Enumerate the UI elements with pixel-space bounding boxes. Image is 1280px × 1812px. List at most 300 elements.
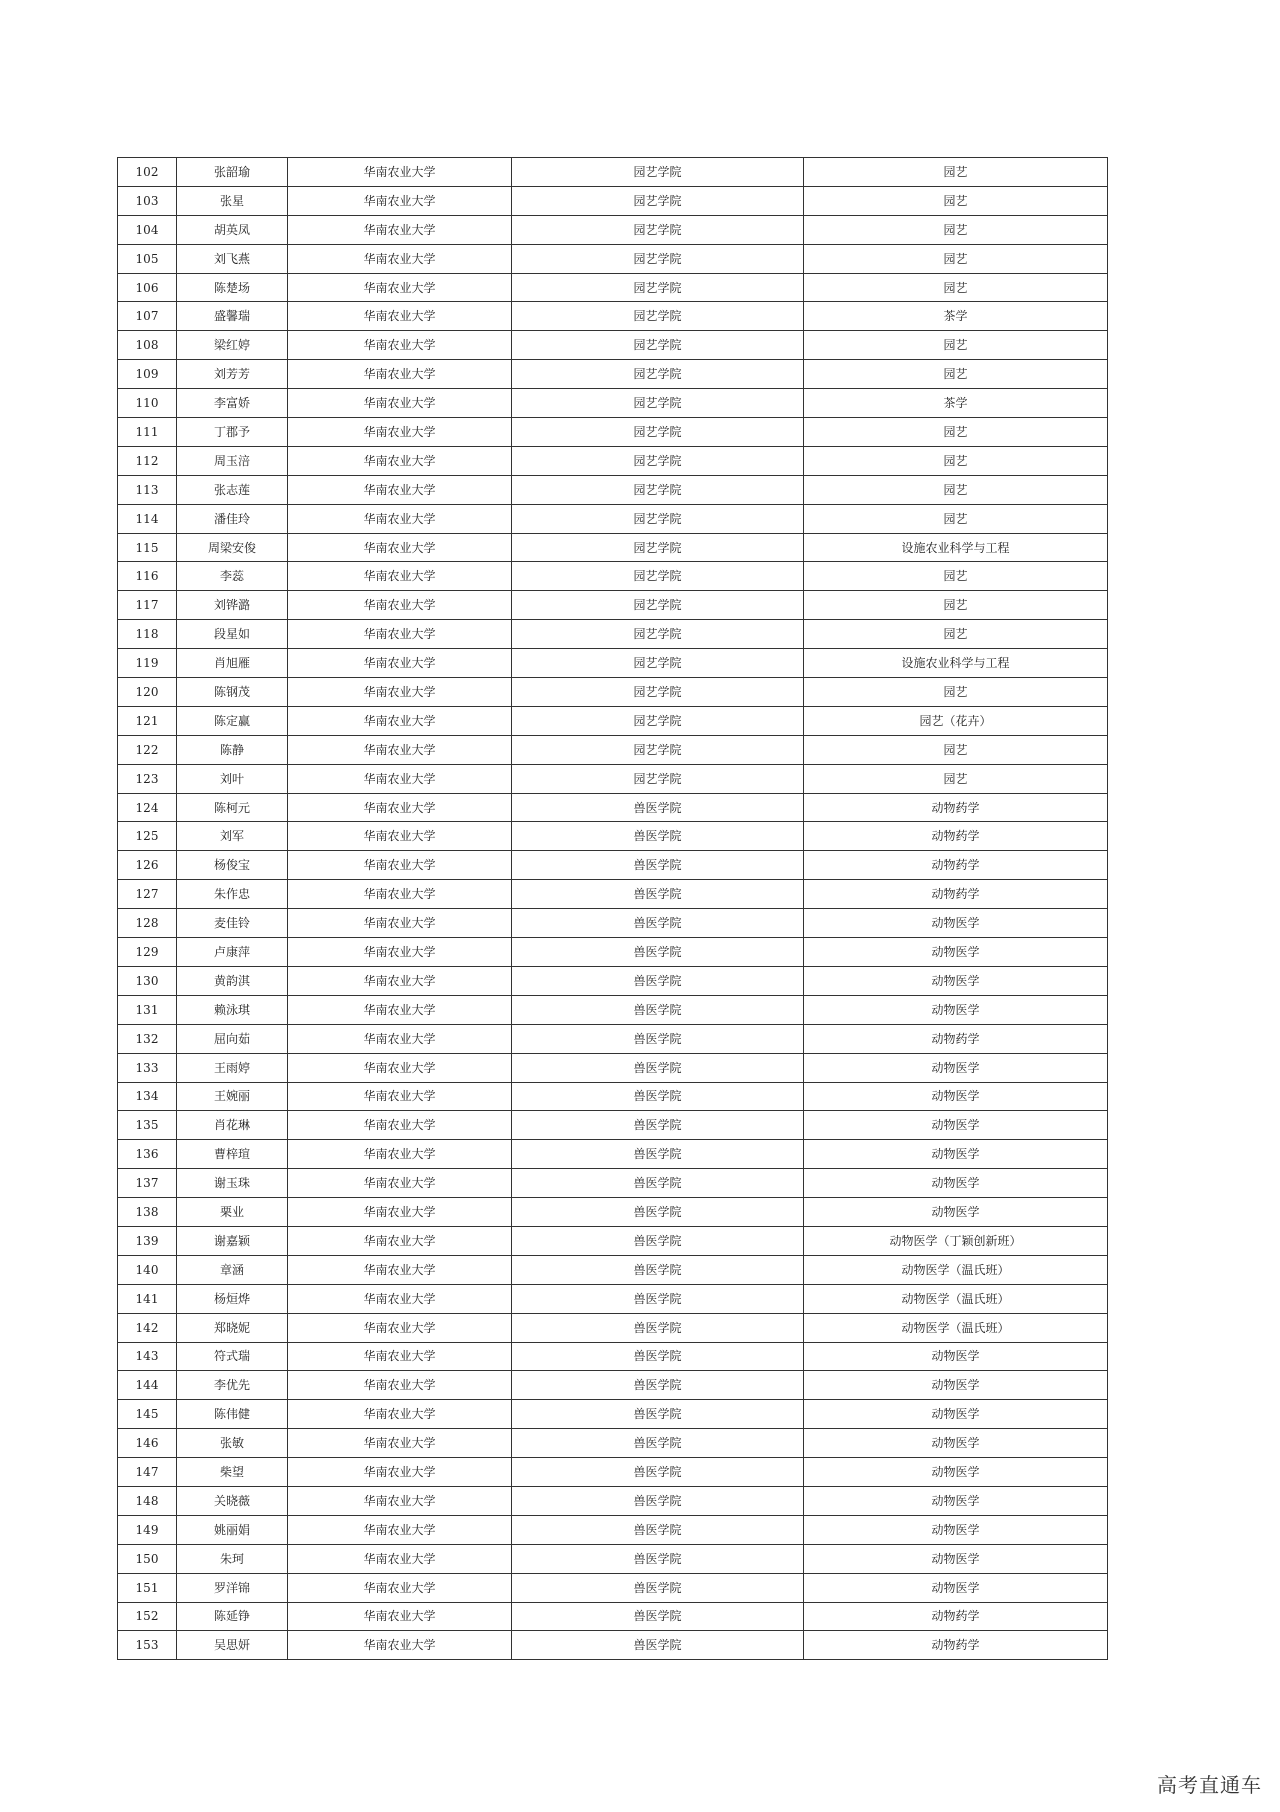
row-number-cell: 142 [118,1313,177,1342]
university-cell: 华南农业大学 [288,909,512,938]
student-list-table [117,157,1108,1660]
university-cell: 华南农业大学 [288,1284,512,1313]
table-row [118,1226,1108,1255]
watermark-logo-text: 高考直通车 [1157,1773,1262,1797]
table-row [118,562,1108,591]
student-name-cell: 谢玉珠 [177,1169,288,1198]
university-cell: 华南农业大学 [288,1024,512,1053]
row-number-cell: 112 [118,446,177,475]
major-cell: 园艺 [804,764,1108,793]
row-number-cell: 136 [118,1140,177,1169]
student-name-cell: 谢嘉颖 [177,1226,288,1255]
major-cell: 动物医学 [804,1400,1108,1429]
college-cell: 园艺学院 [512,591,804,620]
university-cell: 华南农业大学 [288,331,512,360]
university-cell: 华南农业大学 [288,244,512,273]
student-name-cell: 姚丽娟 [177,1515,288,1544]
row-number-cell: 128 [118,909,177,938]
table-row [118,1602,1108,1631]
row-number-cell: 144 [118,1371,177,1400]
college-cell: 园艺学院 [512,678,804,707]
student-name-cell: 卢康萍 [177,938,288,967]
college-cell: 兽医学院 [512,1140,804,1169]
row-number-cell: 151 [118,1573,177,1602]
college-cell: 园艺学院 [512,418,804,447]
major-cell: 茶学 [804,389,1108,418]
table-row [118,1313,1108,1342]
student-name-cell: 陈延铮 [177,1602,288,1631]
college-cell: 兽医学院 [512,966,804,995]
college-cell: 兽医学院 [512,1371,804,1400]
university-cell: 华南农业大学 [288,533,512,562]
major-cell: 园艺 [804,562,1108,591]
student-name-cell: 黄韵淇 [177,966,288,995]
university-cell: 华南农业大学 [288,1255,512,1284]
row-number-cell: 105 [118,244,177,273]
college-cell: 园艺学院 [512,620,804,649]
major-cell: 园艺 [804,475,1108,504]
major-cell: 动物药学 [804,822,1108,851]
row-number-cell: 130 [118,966,177,995]
table-row [118,735,1108,764]
table-row [118,389,1108,418]
major-cell: 园艺 [804,331,1108,360]
row-number-cell: 141 [118,1284,177,1313]
student-name-cell: 杨烜烨 [177,1284,288,1313]
table-row [118,909,1108,938]
major-cell: 动物医学（温氏班） [804,1255,1108,1284]
major-cell: 园艺 [804,678,1108,707]
university-cell: 华南农业大学 [288,620,512,649]
row-number-cell: 123 [118,764,177,793]
university-cell: 华南农业大学 [288,475,512,504]
table-row [118,764,1108,793]
table-row [118,1573,1108,1602]
major-cell: 动物医学 [804,1082,1108,1111]
student-name-cell: 盛馨瑞 [177,302,288,331]
row-number-cell: 108 [118,331,177,360]
university-cell: 华南农业大学 [288,1544,512,1573]
college-cell: 兽医学院 [512,1515,804,1544]
student-name-cell: 麦佳铃 [177,909,288,938]
table-row [118,620,1108,649]
college-cell: 园艺学院 [512,158,804,187]
college-cell: 兽医学院 [512,1255,804,1284]
college-cell: 园艺学院 [512,360,804,389]
university-cell: 华南农业大学 [288,591,512,620]
college-cell: 兽医学院 [512,1284,804,1313]
table-row [118,331,1108,360]
major-cell: 设施农业科学与工程 [804,533,1108,562]
table-row [118,880,1108,909]
university-cell: 华南农业大学 [288,966,512,995]
college-cell: 园艺学院 [512,562,804,591]
college-cell: 兽医学院 [512,1024,804,1053]
college-cell: 兽医学院 [512,909,804,938]
major-cell: 动物医学 [804,1169,1108,1198]
college-cell: 兽医学院 [512,1573,804,1602]
student-name-cell: 杨俊宝 [177,851,288,880]
row-number-cell: 146 [118,1429,177,1458]
major-cell: 园艺 [804,215,1108,244]
university-cell: 华南农业大学 [288,1342,512,1371]
row-number-cell: 106 [118,273,177,302]
student-name-cell: 胡英凤 [177,215,288,244]
university-cell: 华南农业大学 [288,1082,512,1111]
major-cell: 动物医学 [804,1371,1108,1400]
university-cell: 华南农业大学 [288,706,512,735]
college-cell: 兽医学院 [512,1313,804,1342]
table-row [118,706,1108,735]
row-number-cell: 150 [118,1544,177,1573]
university-cell: 华南农业大学 [288,504,512,533]
row-number-cell: 137 [118,1169,177,1198]
table-row [118,1631,1108,1660]
student-name-cell: 李富娇 [177,389,288,418]
major-cell: 动物药学 [804,1602,1108,1631]
major-cell: 园艺 [804,735,1108,764]
row-number-cell: 152 [118,1602,177,1631]
college-cell: 兽医学院 [512,1053,804,1082]
row-number-cell: 135 [118,1111,177,1140]
student-name-cell: 柴望 [177,1458,288,1487]
row-number-cell: 126 [118,851,177,880]
student-name-cell: 潘佳玲 [177,504,288,533]
university-cell: 华南农业大学 [288,1169,512,1198]
row-number-cell: 140 [118,1255,177,1284]
college-cell: 兽医学院 [512,1198,804,1227]
college-cell: 兽医学院 [512,1602,804,1631]
row-number-cell: 138 [118,1198,177,1227]
university-cell: 华南农业大学 [288,1313,512,1342]
university-cell: 华南农业大学 [288,851,512,880]
row-number-cell: 118 [118,620,177,649]
table-row [118,1371,1108,1400]
student-name-cell: 曹梓瑄 [177,1140,288,1169]
university-cell: 华南农业大学 [288,880,512,909]
table-row [118,793,1108,822]
university-cell: 华南农业大学 [288,1602,512,1631]
college-cell: 园艺学院 [512,389,804,418]
university-cell: 华南农业大学 [288,418,512,447]
table-row [118,446,1108,475]
table-row [118,244,1108,273]
row-number-cell: 147 [118,1458,177,1487]
table-row [118,360,1108,389]
major-cell: 园艺 [804,418,1108,447]
table-row [118,475,1108,504]
college-cell: 兽医学院 [512,938,804,967]
table-row [118,1198,1108,1227]
table-row [118,966,1108,995]
table-row [118,1111,1108,1140]
major-cell: 茶学 [804,302,1108,331]
student-name-cell: 刘叶 [177,764,288,793]
major-cell: 动物医学 [804,1573,1108,1602]
row-number-cell: 131 [118,995,177,1024]
row-number-cell: 117 [118,591,177,620]
college-cell: 兽医学院 [512,851,804,880]
student-name-cell: 刘芳芳 [177,360,288,389]
row-number-cell: 132 [118,1024,177,1053]
student-name-cell: 吴思妍 [177,1631,288,1660]
college-cell: 兽医学院 [512,793,804,822]
student-name-cell: 罗洋锦 [177,1573,288,1602]
table-row [118,1284,1108,1313]
table-row [118,591,1108,620]
major-cell: 动物药学 [804,851,1108,880]
row-number-cell: 139 [118,1226,177,1255]
row-number-cell: 115 [118,533,177,562]
university-cell: 华南农业大学 [288,1226,512,1255]
row-number-cell: 104 [118,215,177,244]
row-number-cell: 145 [118,1400,177,1429]
student-name-cell: 陈静 [177,735,288,764]
table-row [118,158,1108,187]
table-row [118,186,1108,215]
major-cell: 动物医学 [804,1111,1108,1140]
college-cell: 兽医学院 [512,1458,804,1487]
college-cell: 园艺学院 [512,706,804,735]
student-name-cell: 朱作忠 [177,880,288,909]
college-cell: 园艺学院 [512,186,804,215]
major-cell: 动物医学 [804,966,1108,995]
university-cell: 华南农业大学 [288,1198,512,1227]
student-name-cell: 章涵 [177,1255,288,1284]
university-cell: 华南农业大学 [288,1573,512,1602]
university-cell: 华南农业大学 [288,1515,512,1544]
row-number-cell: 122 [118,735,177,764]
college-cell: 兽医学院 [512,1111,804,1140]
major-cell: 动物医学 [804,1544,1108,1573]
table-row [118,1053,1108,1082]
student-name-cell: 张韶瑜 [177,158,288,187]
student-name-cell: 王雨婷 [177,1053,288,1082]
college-cell: 园艺学院 [512,273,804,302]
college-cell: 园艺学院 [512,244,804,273]
student-name-cell: 李优先 [177,1371,288,1400]
student-name-cell: 郑晓妮 [177,1313,288,1342]
row-number-cell: 113 [118,475,177,504]
major-cell: 动物医学 [804,1486,1108,1515]
student-name-cell: 陈楚场 [177,273,288,302]
university-cell: 华南农业大学 [288,158,512,187]
student-name-cell: 屈向茹 [177,1024,288,1053]
university-cell: 华南农业大学 [288,1631,512,1660]
row-number-cell: 129 [118,938,177,967]
college-cell: 园艺学院 [512,302,804,331]
table-row [118,1140,1108,1169]
table-row [118,1255,1108,1284]
university-cell: 华南农业大学 [288,649,512,678]
table-row [118,851,1108,880]
student-name-cell: 陈柯元 [177,793,288,822]
table-body [118,158,1108,1660]
university-cell: 华南农业大学 [288,1458,512,1487]
university-cell: 华南农业大学 [288,938,512,967]
major-cell: 园艺 [804,158,1108,187]
college-cell: 兽医学院 [512,880,804,909]
major-cell: 动物医学 [804,909,1108,938]
college-cell: 兽医学院 [512,1342,804,1371]
major-cell: 动物医学（温氏班） [804,1313,1108,1342]
student-name-cell: 刘飞燕 [177,244,288,273]
row-number-cell: 109 [118,360,177,389]
university-cell: 华南农业大学 [288,302,512,331]
student-name-cell: 段星如 [177,620,288,649]
table-row [118,1024,1108,1053]
row-number-cell: 143 [118,1342,177,1371]
table-row [118,1400,1108,1429]
table-row [118,302,1108,331]
student-name-cell: 张星 [177,186,288,215]
row-number-cell: 114 [118,504,177,533]
major-cell: 动物医学（丁颖创新班） [804,1226,1108,1255]
table-row [118,273,1108,302]
table-row [118,995,1108,1024]
major-cell: 动物药学 [804,1024,1108,1053]
row-number-cell: 121 [118,706,177,735]
table-row [118,1169,1108,1198]
row-number-cell: 120 [118,678,177,707]
university-cell: 华南农业大学 [288,446,512,475]
university-cell: 华南农业大学 [288,186,512,215]
university-cell: 华南农业大学 [288,1111,512,1140]
university-cell: 华南农业大学 [288,1486,512,1515]
university-cell: 华南农业大学 [288,1371,512,1400]
college-cell: 园艺学院 [512,215,804,244]
row-number-cell: 133 [118,1053,177,1082]
major-cell: 动物医学 [804,1515,1108,1544]
row-number-cell: 148 [118,1486,177,1515]
row-number-cell: 153 [118,1631,177,1660]
university-cell: 华南农业大学 [288,562,512,591]
major-cell: 动物药学 [804,880,1108,909]
university-cell: 华南农业大学 [288,735,512,764]
student-name-cell: 周玉涪 [177,446,288,475]
student-name-cell: 赖泳琪 [177,995,288,1024]
college-cell: 园艺学院 [512,475,804,504]
table-row [118,418,1108,447]
major-cell: 动物医学 [804,1342,1108,1371]
major-cell: 动物医学 [804,995,1108,1024]
major-cell: 动物医学 [804,938,1108,967]
row-number-cell: 127 [118,880,177,909]
table-row [118,533,1108,562]
college-cell: 园艺学院 [512,764,804,793]
row-number-cell: 107 [118,302,177,331]
table-row [118,1458,1108,1487]
row-number-cell: 103 [118,186,177,215]
university-cell: 华南农业大学 [288,360,512,389]
student-name-cell: 张志莲 [177,475,288,504]
table-row [118,1515,1108,1544]
college-cell: 园艺学院 [512,446,804,475]
university-cell: 华南农业大学 [288,822,512,851]
table-row [118,938,1108,967]
college-cell: 兽医学院 [512,995,804,1024]
table-row [118,215,1108,244]
table-row [118,1342,1108,1371]
table-row [118,1486,1108,1515]
college-cell: 兽医学院 [512,1169,804,1198]
student-name-cell: 关晓薇 [177,1486,288,1515]
student-name-cell: 梁红婷 [177,331,288,360]
table-row [118,1082,1108,1111]
university-cell: 华南农业大学 [288,678,512,707]
major-cell: 园艺 [804,186,1108,215]
college-cell: 兽医学院 [512,1400,804,1429]
student-name-cell: 栗业 [177,1198,288,1227]
row-number-cell: 125 [118,822,177,851]
university-cell: 华南农业大学 [288,793,512,822]
student-name-cell: 肖花琳 [177,1111,288,1140]
college-cell: 兽医学院 [512,1486,804,1515]
row-number-cell: 102 [118,158,177,187]
university-cell: 华南农业大学 [288,1140,512,1169]
student-name-cell: 李蕊 [177,562,288,591]
university-cell: 华南农业大学 [288,1429,512,1458]
major-cell: 园艺 [804,244,1108,273]
major-cell: 动物医学 [804,1429,1108,1458]
college-cell: 兽医学院 [512,1082,804,1111]
student-name-cell: 张敏 [177,1429,288,1458]
college-cell: 兽医学院 [512,822,804,851]
college-cell: 园艺学院 [512,649,804,678]
college-cell: 园艺学院 [512,735,804,764]
student-name-cell: 周梁安俊 [177,533,288,562]
row-number-cell: 111 [118,418,177,447]
major-cell: 动物医学 [804,1140,1108,1169]
university-cell: 华南农业大学 [288,1400,512,1429]
row-number-cell: 134 [118,1082,177,1111]
major-cell: 动物医学 [804,1458,1108,1487]
major-cell: 园艺（花卉） [804,706,1108,735]
row-number-cell: 119 [118,649,177,678]
table-row [118,649,1108,678]
university-cell: 华南农业大学 [288,273,512,302]
university-cell: 华南农业大学 [288,1053,512,1082]
student-name-cell: 陈钢茂 [177,678,288,707]
student-name-cell: 刘军 [177,822,288,851]
student-name-cell: 符式瑞 [177,1342,288,1371]
student-name-cell: 朱珂 [177,1544,288,1573]
table-row [118,504,1108,533]
student-name-cell: 陈定赢 [177,706,288,735]
row-number-cell: 149 [118,1515,177,1544]
university-cell: 华南农业大学 [288,215,512,244]
major-cell: 园艺 [804,504,1108,533]
table-row [118,678,1108,707]
college-cell: 园艺学院 [512,504,804,533]
student-name-cell: 陈伟健 [177,1400,288,1429]
major-cell: 动物药学 [804,793,1108,822]
student-name-cell: 丁郡予 [177,418,288,447]
college-cell: 园艺学院 [512,331,804,360]
university-cell: 华南农业大学 [288,389,512,418]
row-number-cell: 124 [118,793,177,822]
row-number-cell: 116 [118,562,177,591]
university-cell: 华南农业大学 [288,995,512,1024]
major-cell: 设施农业科学与工程 [804,649,1108,678]
major-cell: 动物医学 [804,1198,1108,1227]
table-row [118,822,1108,851]
college-cell: 兽医学院 [512,1226,804,1255]
major-cell: 动物药学 [804,1631,1108,1660]
university-cell: 华南农业大学 [288,764,512,793]
major-cell: 园艺 [804,273,1108,302]
row-number-cell: 110 [118,389,177,418]
